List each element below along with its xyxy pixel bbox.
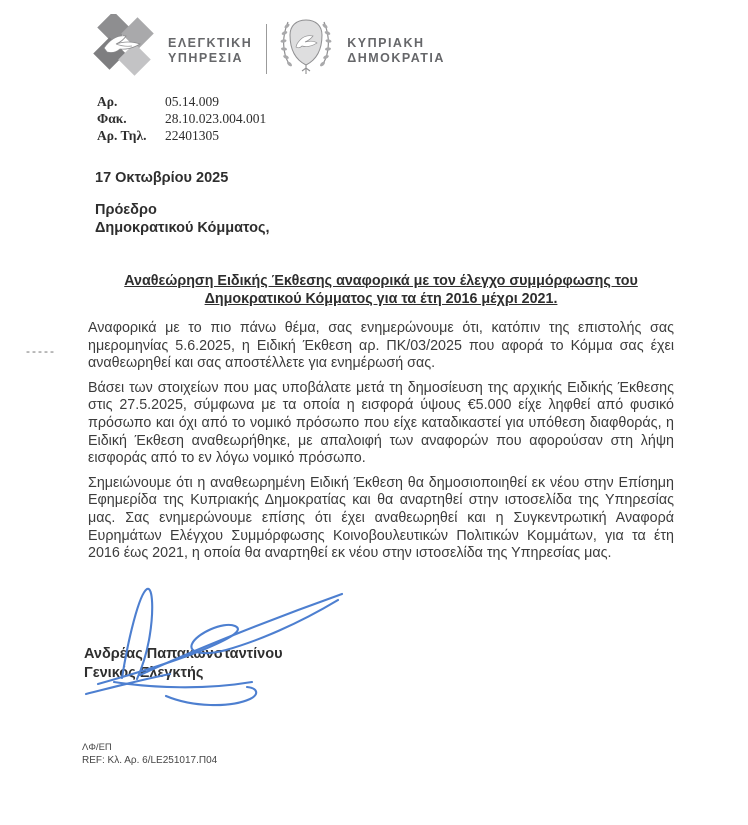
audit-office-title xyxy=(168,36,252,66)
republic-title-line1: ΚΥΠΡΙΑΚΗ xyxy=(347,36,425,50)
republic-title xyxy=(347,36,445,66)
handwritten-signature xyxy=(84,578,384,708)
addressee-block xyxy=(95,201,270,237)
signer-title: Γενικός Ελεγκτής xyxy=(84,664,204,681)
signature-block xyxy=(84,578,404,708)
audit-office-title-line2: ΥΠΗΡΕΣΙΑ xyxy=(168,51,244,65)
reference-value: 28.10.023.004.001 xyxy=(165,111,267,126)
subject-heading: Αναθεώρηση Ειδικής Έκθεσης αναφορικά με τον έλεγχο συμμόρφωσης του Δημοκρατικού Κόμματος για τα έτη 2016 μέχρι 2021. xyxy=(124,273,638,307)
reference-block xyxy=(97,93,266,144)
signer-block xyxy=(84,645,283,682)
reference-label: Αρ. xyxy=(97,94,118,109)
letterhead-divider xyxy=(266,24,267,74)
signer-name: Ανδρέας Παπακωνσταντίνου xyxy=(84,646,283,662)
paragraph-2: Βάσει των στοιχείων που μας υποβάλατε μετά τη δημοσίευση της αρχικής Ειδικής Έκθεσης στις 27.5.2025, σύμφωνα με τα οποία η εισφορά ύψους €5.000 είχε ληφθεί από φυσικό πρόσωπο και όχι από το νομικό πρόσωπο που είχε καταδικαστεί για υπόθεση διαφθοράς, η Ειδική Έκθεση αναθεωρήθηκε, με απαλοιφή των αναφορών που αφορούσαν στη λήψη εισφοράς από το εν λόγω νομικό πρόσωπο. xyxy=(88,379,674,467)
cyprus-coat-of-arms-icon xyxy=(275,14,337,82)
addressee-line2: Δημοκρατικού Κόμματος, xyxy=(95,220,270,236)
letter-date: 17 Οκτωβρίου 2025 xyxy=(95,170,229,186)
margin-dash-annotation: ----- xyxy=(26,344,56,358)
footer-block xyxy=(82,741,217,767)
reference-row xyxy=(97,110,266,127)
reference-row xyxy=(97,127,266,144)
republic-title-line2: ΔΗΜΟΚΡΑΤΙΑ xyxy=(347,51,445,65)
letterhead xyxy=(90,14,445,82)
reference-row xyxy=(97,93,266,110)
paragraph-1: Αναφορικά με το πιο πάνω θέμα, σας ενημερώνουμε ότι, κατόπιν της επιστολής σας ημερομηνίας 5.6.2025, η Ειδική Έκθεση αρ. ΠΚ/03/2025 που αφορά το Κόμμα σας έχει αναθεωρηθεί και σας αποστέλλετε για ενημέρωσή σας. xyxy=(88,320,674,372)
letter-body xyxy=(88,320,674,570)
paragraph-3: Σημειώνουμε ότι η αναθεωρημένη Ειδική Έκθεση θα δημοσιοποιηθεί εκ νέου στην Επίσημη Εφημερίδα της Κυπριακής Δημοκρατίας και θα αναρτηθεί στην ιστοσελίδα της Υπηρεσίας μας. Σας ενημερώνουμε επίσης ότι έχει αναθεωρηθεί και η Συγκεντρωτική Αναφορά Ευρημάτων Ελέγχου Συμμόρφωσης Κοινοβουλευτικών Πολιτικών Κομμάτων, για τα έτη 2016 έως 2021, η οποία θα αναρτηθεί εκ νέου στην ιστοσελίδα της Υπηρεσίας μας. xyxy=(88,474,674,562)
addressee-line1: Πρόεδρο xyxy=(95,202,157,218)
footer-initials: ΛΦ/ΕΠ xyxy=(82,742,112,753)
footer-reference: REF: Κλ. Αρ. 6/LE251017.Π04 xyxy=(82,755,218,766)
reference-label: Αρ. Τηλ. xyxy=(97,128,147,143)
reference-value: 22401305 xyxy=(165,128,219,143)
audit-office-logo-icon xyxy=(90,14,158,78)
reference-label: Φακ. xyxy=(97,111,127,126)
audit-office-title-line1: ΕΛΕΓΚΤΙΚΗ xyxy=(168,36,253,50)
reference-value: 05.14.009 xyxy=(165,94,219,109)
